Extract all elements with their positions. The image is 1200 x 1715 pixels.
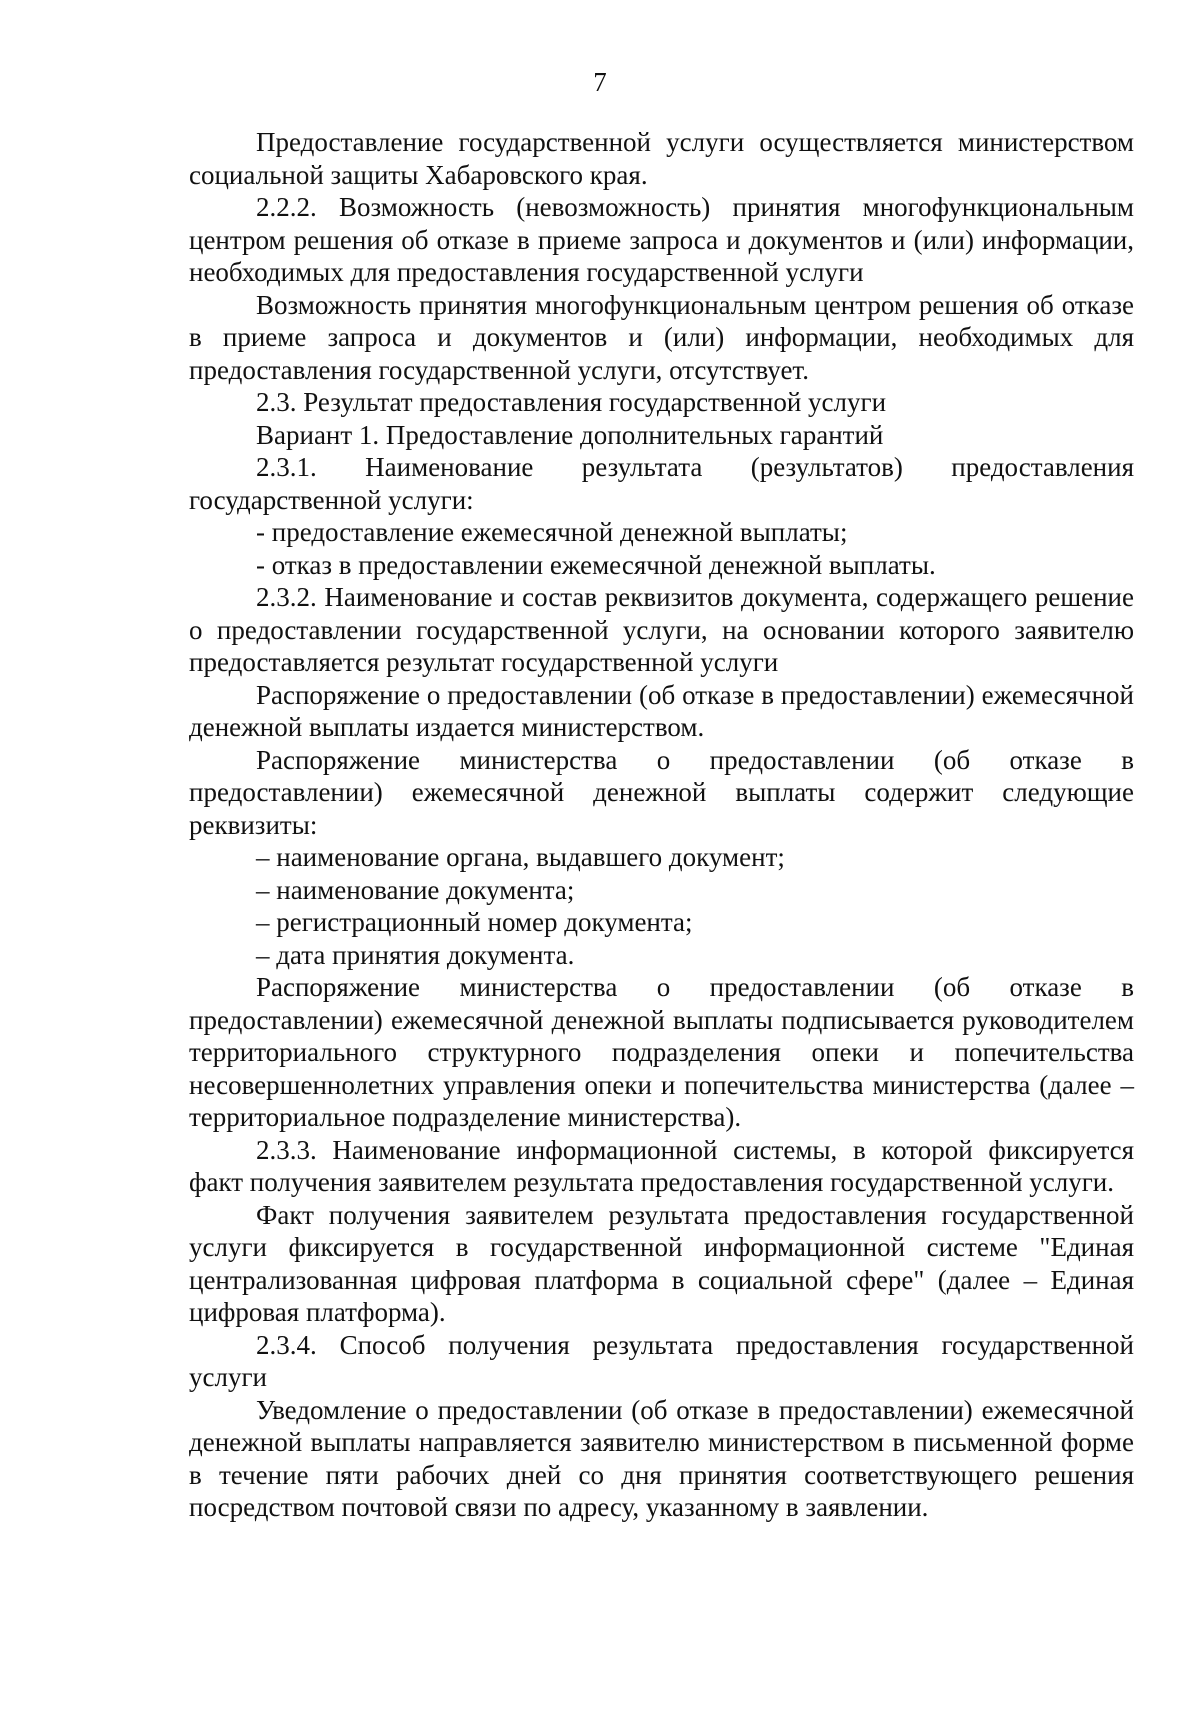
document-body bbox=[189, 126, 1134, 1524]
list-item-requisite-registration-number: – регистрационный номер документа; bbox=[256, 907, 693, 937]
page-number: 7 bbox=[593, 67, 607, 97]
paragraph-order-signed: Распоряжение министерства о предоставлении (об отказе в предоставлении) ежемесячной денежной выплаты подписывается руководителем территориального структурного подразделения опеки и попечительства несовершеннолетних управления опеки и попечительства министерства (далее – территориальное подразделение министерства). bbox=[189, 972, 1134, 1132]
list-item-result-granted: - предоставление ежемесячной денежной выплаты; bbox=[256, 517, 848, 547]
list-item-requisite-document-name: – наименование документа; bbox=[256, 874, 575, 905]
paragraph-2-3-1-heading: 2.3.1. Наименование результата (результатов) предоставления государственной услуги: bbox=[189, 452, 1134, 515]
paragraph-result-recorded: Факт получения заявителем результата предоставления государственной услуги фиксируется в государственной информационной системе "Единая централизованная цифровая платформа в социальной сфере" (далее – Единая цифровая платформа). bbox=[189, 1199, 1134, 1327]
paragraph-notification: Уведомление о предоставлении (об отказе в предоставлении) ежемесячной денежной выплаты направляется заявителю министерством в письменной форме в течение пяти рабочих дней со дня принятия соответствующего решения посредством почтовой связи по адресу, указанному в заявлении. bbox=[189, 1394, 1134, 1522]
list-item-result-refused: - отказ в предоставлении ежемесячной денежной выплаты. bbox=[256, 549, 936, 580]
paragraph-order-issued: Распоряжение о предоставлении (об отказе в предоставлении) ежемесячной денежной выплаты издается министерством. bbox=[189, 679, 1134, 742]
paragraph-2-3-4-heading: 2.3.4. Способ получения результата предоставления государственной услуги bbox=[189, 1329, 1134, 1392]
paragraph-2-3-2-heading: 2.3.2. Наименование и состав реквизитов документа, содержащего решение о предоставлении государственной услуги, на основании которого заявителю предоставляется результат государственной услуги bbox=[189, 582, 1134, 677]
paragraph-order-requisites: Распоряжение министерства о предоставлении (об отказе в предоставлении) ежемесячной денежной выплаты содержит следующие реквизиты: bbox=[189, 744, 1134, 840]
paragraph-2-2-2-heading: 2.2.2. Возможность (невозможность) принятия многофункциональным центром решения об отказе в приеме запроса и документов и (или) информации, необходимых для предоставления государственной услуги bbox=[189, 192, 1134, 287]
paragraph-2-3-heading: 2.3. Результат предоставления государственной услуги bbox=[256, 387, 887, 417]
paragraph-2-3-3-heading: 2.3.3. Наименование информационной системы, в которой фиксируется факт получения заявителем результата предоставления государственной услуги. bbox=[189, 1134, 1134, 1197]
list-item-requisite-date: – дата принятия документа. bbox=[256, 939, 575, 970]
paragraph-2-2-2-text: Возможность принятия многофункциональным центром решения об отказе в приеме запроса и документов и (или) информации, необходимых для предоставления государственной услуги, отсутствует. bbox=[189, 289, 1134, 385]
paragraph-variant-1: Вариант 1. Предоставление дополнительных гарантий bbox=[256, 419, 884, 450]
list-item-requisite-authority: – наименование органа, выдавшего документ; bbox=[256, 842, 785, 872]
paragraph-service-provider: Предоставление государственной услуги осуществляется министерством социальной защиты Хабаровского края. bbox=[189, 127, 1134, 190]
